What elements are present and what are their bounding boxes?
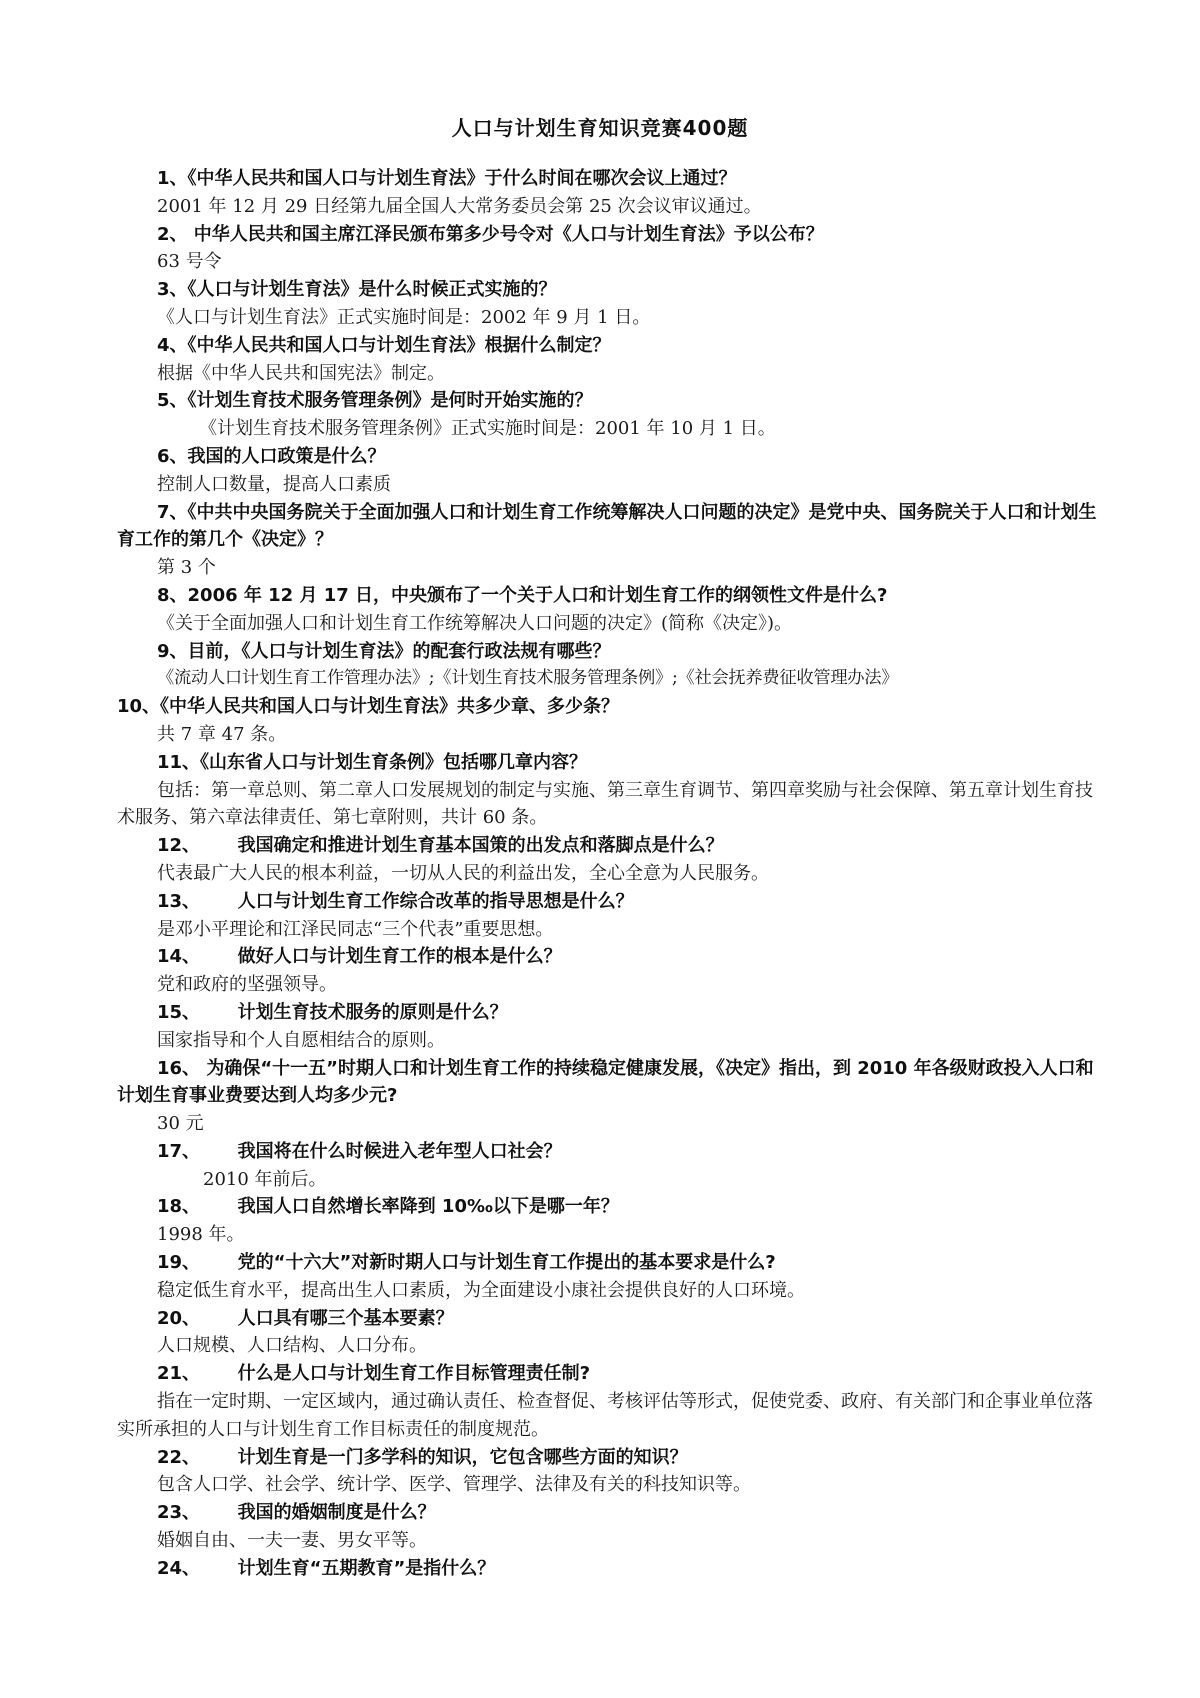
question-text: 17、 我国将在什么时候进入老年型人口社会？ [157, 1140, 562, 1162]
question-text: 13、 人口与计划生育工作综合改革的指导思想是什么？ [157, 890, 634, 912]
qa-list [117, 165, 1102, 1583]
question-text: 3、《人口与计划生育法》是什么时候正式实施的？ [157, 279, 557, 301]
answer-text: 包含人口学、社会学、统计学、医学、管理学、法律及有关的科技知识等。 [157, 1474, 751, 1496]
answer-text: 第 3 个 [157, 557, 216, 579]
answer-text: 国家指导和个人自愿相结合的原则。 [157, 1029, 445, 1051]
answer-text: 1998 年。 [157, 1224, 245, 1246]
question-text: 8、2006 年 12 月 17 日，中央颁布了一个关于人口和计划生育工作的纲领性文件是什么? [157, 584, 888, 606]
answer-text: 2001 年 12 月 29 日经第九届全国人大常务委员会第 25 次会议审议通过。 [157, 195, 762, 217]
answer-text: 指在一定时期、一定区域内，通过确认责任、检查督促、考核评估等形式，促使党委、政府、有关部门和企事业单位落实所承担的人口与计划生育工作目标责任的制度规范。 [117, 1391, 1093, 1440]
question-text: 19、 党的“十六大”对新时期人口与计划生育工作提出的基本要求是什么? [157, 1252, 776, 1274]
answer-text: 包括：第一章总则、第二章人口发展规划的制定与实施、第三章生育调节、第四章奖励与社会保障、第五章计划生育技术服务、第六章法律责任、第七章附则，共计 60 条。 [117, 779, 1093, 829]
question-text: 18、 我国人口自然增长率降到 10‰以下是哪一年？ [157, 1196, 619, 1218]
question-text: 15、 计划生育技术服务的原则是什么？ [157, 1001, 508, 1023]
question-text: 6、我国的人口政策是什么？ [157, 445, 386, 467]
question-text: 21、 什么是人口与计划生育工作目标管理责任制? [157, 1363, 591, 1385]
question-text: 2、 中华人民共和国主席江泽民颁布第多少号令对《人口与计划生育法》予以公布？ [157, 223, 824, 245]
question-text: 7、《中共中央国务院关于全面加强人口和计划生育工作统筹解决人口问题的决定》是党中央、国务院关于人口和计划生育工作的第几个《决定》？ [117, 501, 1097, 551]
question-text: 22、 计划生育是一门多学科的知识，它包含哪些方面的知识？ [157, 1446, 688, 1468]
answer-text: 30 元 [157, 1113, 204, 1135]
question-text: 20、 人口具有哪三个基本要素？ [157, 1307, 454, 1329]
question-text: 10、《中华人民共和国人口与计划生育法》共多少章、多少条？ [117, 696, 620, 718]
question-text: 12、 我国确定和推进计划生育基本国策的出发点和落脚点是什么？ [157, 835, 724, 857]
answer-text: 稳定低生育水平，提高出生人口素质，为全面建设小康社会提供良好的人口环境。 [157, 1279, 805, 1301]
question-text: 9、目前，《人口与计划生育法》的配套行政法规有哪些？ [157, 640, 611, 662]
document-title: 人口与计划生育知识竞赛400题 [451, 116, 749, 140]
answer-text: 2010 年前后。 [203, 1168, 327, 1190]
question-text: 4、《中华人民共和国人口与计划生育法》根据什么制定？ [157, 334, 611, 356]
question-text: 5、《计划生育技术服务管理条例》是何时开始实施的？ [157, 390, 593, 412]
answer-text: 根据《中华人民共和国宪法》制定。 [157, 362, 445, 384]
question-text: 11、《山东省人口与计划生育条例》包括哪几章内容？ [157, 751, 588, 773]
question-text: 14、 做好人口与计划生育工作的根本是什么？ [157, 946, 562, 968]
answer-text: 《流动人口计划生育工作管理办法》;《计划生育技术服务管理条例》;《社会抚养费征收管理办法》 [157, 668, 899, 689]
answer-text: 婚姻自由、一夫一妻、男女平等。 [157, 1530, 427, 1552]
answer-text: 《关于全面加强人口和计划生育工作统筹解决人口问题的决定》(简称《决定》)。 [157, 612, 793, 634]
question-text: 24、 计划生育“五期教育”是指什么？ [157, 1557, 496, 1579]
answer-text: 共 7 章 47 条。 [157, 723, 287, 745]
answer-text: 代表最广大人民的根本利益，一切从人民的利益出发，全心全意为人民服务。 [157, 862, 769, 884]
answer-text: 63 号令 [157, 251, 222, 273]
answer-text: 《人口与计划生育法》正式实施时间是：2002 年 9 月 1 日。 [157, 306, 651, 328]
question-text: 23、 我国的婚姻制度是什么？ [157, 1502, 436, 1524]
answer-text: 控制人口数量，提高人口素质 [157, 473, 391, 495]
answer-text: 人口规模、人口结构、人口分布。 [157, 1335, 427, 1357]
question-text: 16、 为确保“十一五”时期人口和计划生育工作的持续稳定健康发展，《决定》指出，到 2010 年各级财政投入人口和计划生育事业费要达到人均多少元? [117, 1057, 1094, 1107]
answer-text: 党和政府的坚强领导。 [157, 974, 337, 996]
answer-text: 《计划生育技术服务管理条例》正式实施时间是：2001 年 10 月 1 日。 [199, 418, 776, 440]
question-text: 1、《中华人民共和国人口与计划生育法》于什么时间在哪次会议上通过？ [157, 168, 737, 189]
answer-text: 是邓小平理论和江泽民同志“三个代表”重要思想。 [157, 918, 554, 940]
